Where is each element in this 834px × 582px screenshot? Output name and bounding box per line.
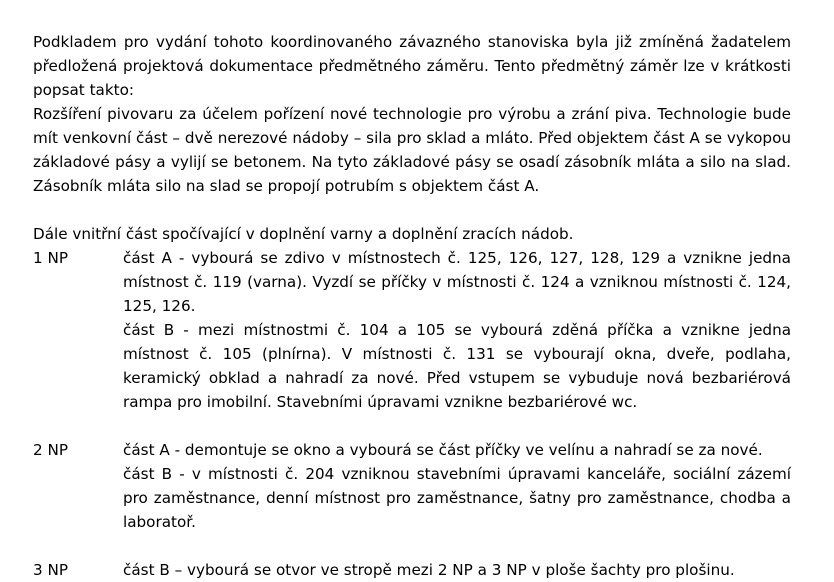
floor-3np-section: [33, 558, 791, 582]
floor-description: [123, 558, 791, 582]
floor-label: 2 NP: [33, 441, 69, 459]
spacer: [33, 414, 791, 438]
spacer: [33, 534, 791, 558]
document-page: [33, 30, 791, 582]
project-description-paragraph: Rozšíření pivovaru za účelem pořízení nové technologie pro výrobu a zrání piva. Technologie bude mít venkovní část – dvě nerezové nádoby – sila pro sklad a mláto. Před objektem část A se vykopou základové pásy a vylijí se betonem. Na tyto základové pásy se osadí zásobník mláta a silo na slad. Zásobník mláta silo na slad se propojí potrubím s objektem část A.: [33, 105, 791, 195]
floor-1np-section: [33, 246, 791, 414]
floor-part-a: část A - vybourá se zdivo v místnostech č. 125, 126, 127, 128, 129 a vznikne jedna místnost č. 119 (varna). Vyzdí se příčky v místnosti č. 124 a vzniknou místnosti č. 124, 125, 126.: [123, 249, 791, 315]
floor-label: 3 NP: [33, 561, 69, 579]
interior-intro-paragraph: Dále vnitřní část spočívající v doplnění varny a doplnění zracích nádob.: [33, 225, 574, 243]
floor-part-b: část B - v místnosti č. 204 vzniknou stavebními úpravami kanceláře, sociální zázemí pro zaměstnance, denní místnost pro zaměstnance, šatny pro zaměstnance, chodba a laboratoř.: [123, 465, 791, 531]
floor-2np-section: [33, 438, 791, 534]
floor-description: [123, 246, 791, 414]
floor-part-b: část B – vybourá se otvor ve stropě mezi 2 NP a 3 NP v ploše šachty pro plošinu.: [123, 561, 735, 579]
floor-description: [123, 438, 791, 534]
floor-part-a: část A - demontuje se okno a vybourá se část příčky ve velínu a nahradí se za nové.: [123, 441, 763, 459]
floor-label: 1 NP: [33, 249, 69, 267]
intro-paragraph: Podkladem pro vydání tohoto koordinovaného závazného stanoviska byla již zmíněná žadatelem předložená projektová dokumentace předmětného záměru. Tento předmětný záměr lze v krátkosti popsat takto:: [33, 33, 791, 99]
floor-part-b: část B - mezi místnostmi č. 104 a 105 se vybourá zděná příčka a vznikne jedna místnost č. 105 (plnírna). V místnosti č. 131 se vybourají okna, dveře, podlaha, keramický obklad a nahradí za nové. Před vstupem se vybuduje nová bezbariérová rampa pro imobilní. Stavebními úpravami vznikne bezbariérové wc.: [123, 321, 791, 411]
spacer: [33, 198, 791, 222]
